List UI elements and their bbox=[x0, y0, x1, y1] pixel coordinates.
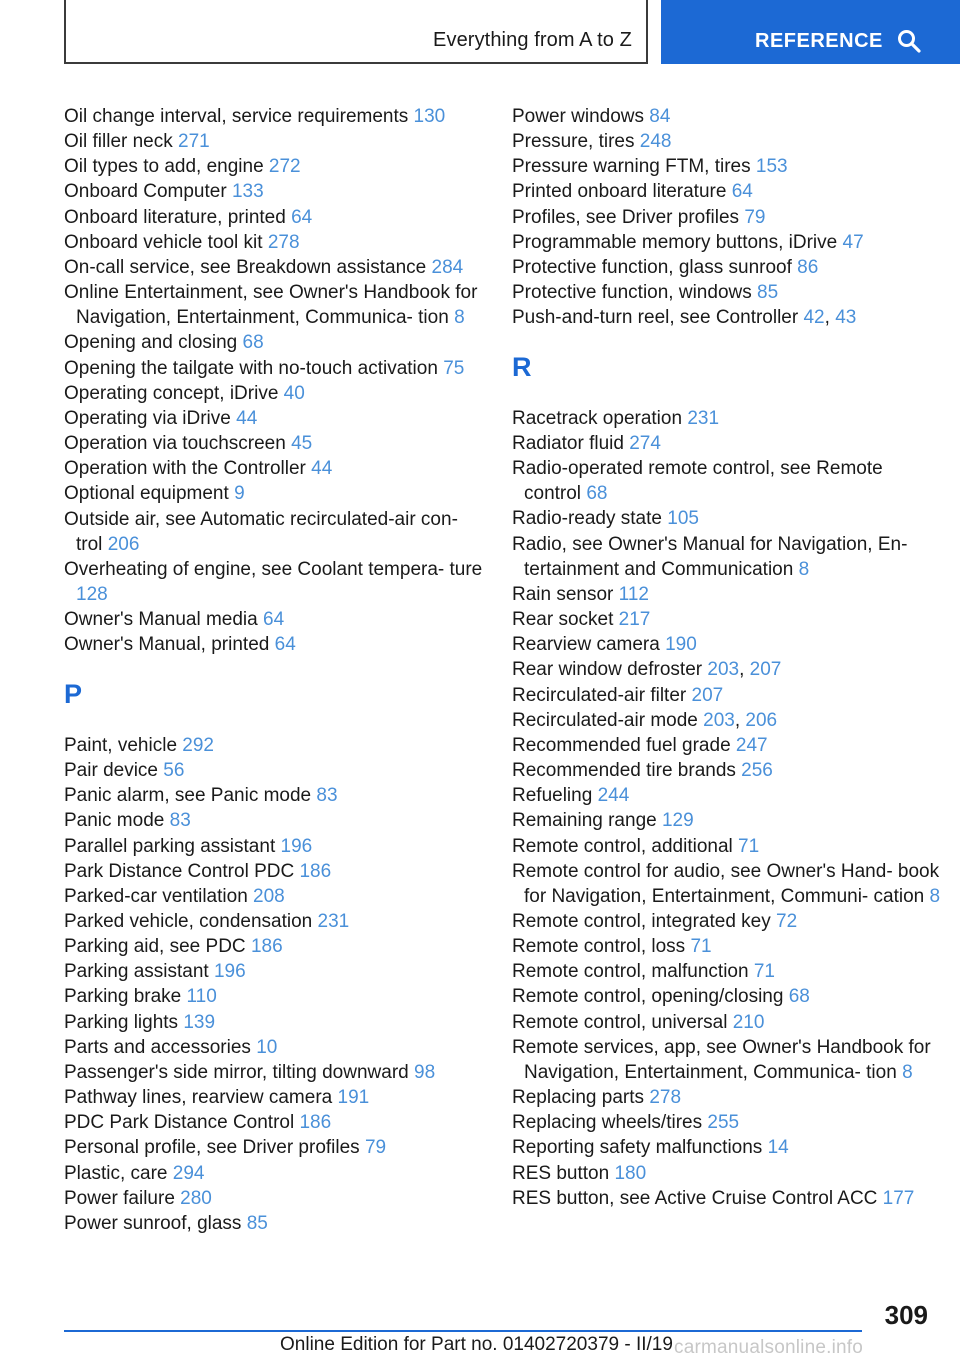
page-reference-link[interactable]: 98 bbox=[414, 1061, 436, 1083]
page-reference-link[interactable]: 45 bbox=[291, 433, 313, 455]
page-reference-link[interactable]: 278 bbox=[649, 1087, 682, 1109]
index-entry: Push-and-turn reel, see Controller 42, 43 bbox=[512, 307, 857, 329]
page-reference-link[interactable]: 8 bbox=[929, 885, 941, 907]
page-reference-link[interactable]: 84 bbox=[649, 106, 671, 127]
page-reference-link[interactable]: 186 bbox=[250, 936, 283, 958]
index-column-right bbox=[512, 104, 942, 1211]
index-entry-text: Remote control, additional bbox=[512, 835, 733, 857]
page-reference-link[interactable]: 44 bbox=[311, 458, 333, 480]
index-entry bbox=[512, 1186, 942, 1211]
index-entry bbox=[64, 859, 484, 884]
index-entry-text: Overheating of engine, see Coolant tempera‐ ture bbox=[64, 558, 483, 580]
index-entry bbox=[64, 330, 484, 355]
page-reference-link[interactable]: 278 bbox=[267, 231, 300, 253]
index-entry bbox=[512, 104, 942, 129]
index-entry bbox=[64, 834, 484, 859]
index-entry-text: Remote control, integrated key bbox=[512, 910, 771, 932]
index-entry: Recirculated-air mode 203, 206 bbox=[512, 709, 778, 731]
page-reference-link[interactable]: 56 bbox=[163, 760, 185, 782]
page-reference-link[interactable]: 180 bbox=[614, 1162, 647, 1184]
index-entry bbox=[512, 129, 942, 154]
index-entry bbox=[512, 1085, 942, 1110]
index-entry-text: Recirculated-air mode bbox=[512, 709, 698, 731]
index-entry bbox=[512, 607, 942, 632]
index-entry-text: Protective function, glass sunroof bbox=[512, 256, 792, 278]
index-entry bbox=[64, 205, 484, 230]
index-entry bbox=[64, 154, 484, 179]
watermark: carmanualsonline.info bbox=[674, 1337, 864, 1358]
page-reference-link[interactable]: 64 bbox=[291, 206, 313, 228]
page-reference-link[interactable]: 43 bbox=[835, 307, 857, 329]
page-reference-link[interactable]: 153 bbox=[755, 156, 788, 178]
index-entry-text: Opening the tailgate with no-touch activation bbox=[64, 357, 438, 379]
index-entry-text: Reporting safety malfunctions bbox=[512, 1137, 763, 1159]
index-entry-text: Onboard Computer bbox=[64, 181, 227, 203]
header-title-box bbox=[64, 0, 648, 64]
index-entry-text: Pressure warning FTM, tires bbox=[512, 156, 751, 178]
index-entry-text: Operating concept, iDrive bbox=[64, 382, 279, 404]
index-entry-text: Panic mode bbox=[64, 810, 165, 832]
index-entry-text: Oil filler neck bbox=[64, 131, 173, 153]
index-entry bbox=[512, 506, 942, 531]
page-reference-link[interactable]: 217 bbox=[618, 609, 651, 631]
page-reference-link[interactable]: 71 bbox=[738, 835, 760, 857]
index-entry-text: Remote control, malfunction bbox=[512, 961, 749, 983]
page-reference-link[interactable]: 110 bbox=[186, 986, 217, 1008]
index-entry-text: Parts and accessories bbox=[64, 1036, 251, 1058]
index-entry-text: PDC Park Distance Control bbox=[64, 1112, 295, 1134]
index-entry bbox=[64, 808, 484, 833]
index-entry bbox=[64, 1186, 484, 1211]
page-reference-link[interactable]: 231 bbox=[687, 407, 720, 429]
index-entry-text: Power failure bbox=[64, 1187, 175, 1209]
index-entry bbox=[512, 582, 942, 607]
index-entry-text: Optional equipment bbox=[64, 483, 229, 505]
index-entry-text: Protective function, windows bbox=[512, 282, 752, 304]
page-reference-link[interactable]: 105 bbox=[667, 508, 699, 530]
page-reference-link[interactable]: 177 bbox=[882, 1187, 915, 1209]
index-entry-text: Onboard vehicle tool kit bbox=[64, 231, 263, 253]
page-reference-link[interactable]: 292 bbox=[182, 734, 214, 756]
index-entry-text: Oil change interval, service requirements bbox=[64, 106, 409, 127]
page-reference-link[interactable]: 83 bbox=[169, 810, 191, 832]
index-entry-text: Parking lights bbox=[64, 1011, 179, 1033]
page-reference-link[interactable]: 256 bbox=[741, 760, 773, 782]
index-entry-text: Parking brake bbox=[64, 986, 182, 1008]
index-entry bbox=[64, 1085, 484, 1110]
index-entry-text: Onboard literature, printed bbox=[64, 206, 286, 228]
index-entry-text: Printed onboard literature bbox=[512, 181, 727, 203]
page-reference-link[interactable]: 208 bbox=[253, 885, 285, 907]
page-reference-link[interactable]: 294 bbox=[172, 1162, 205, 1184]
index-entry bbox=[512, 431, 942, 456]
page-reference-link[interactable]: 68 bbox=[788, 986, 810, 1008]
reference-label: REFERENCE bbox=[755, 30, 883, 52]
page-reference-link[interactable]: 129 bbox=[661, 810, 694, 832]
index-entry bbox=[64, 431, 484, 456]
index-entry-text: Pair device bbox=[64, 760, 158, 782]
index-entry-text: Owner's Manual, printed bbox=[64, 634, 270, 656]
page-reference-link[interactable]: 130 bbox=[413, 106, 446, 127]
page-reference-link[interactable]: 128 bbox=[76, 583, 108, 605]
index-entry bbox=[512, 1010, 942, 1035]
index-entry-text: Remote control for audio, see Owner's Hand‐ book for Navigation, Entertainment, Communi‐ cation bbox=[512, 860, 940, 907]
index-entry bbox=[512, 783, 942, 808]
page-reference-link[interactable]: 271 bbox=[178, 131, 210, 153]
index-entry bbox=[512, 834, 942, 859]
index-entry bbox=[64, 884, 484, 909]
index-entry bbox=[512, 632, 942, 657]
index-entry bbox=[64, 607, 484, 632]
page-reference-link[interactable]: 272 bbox=[268, 156, 301, 178]
index-entry bbox=[64, 934, 484, 959]
index-entry-text: Pressure, tires bbox=[512, 131, 635, 153]
index-entry bbox=[512, 1035, 942, 1085]
index-entry bbox=[512, 179, 942, 204]
index-entry-text: Radio-ready state bbox=[512, 508, 662, 530]
footer-divider bbox=[64, 1330, 862, 1332]
index-entry-text: Operating via iDrive bbox=[64, 407, 231, 429]
index-entry bbox=[512, 733, 942, 758]
index-entry-text: Radio, see Owner's Manual for Navigation, En‐ tertainment and Communication bbox=[512, 533, 908, 580]
page-reference-link[interactable]: 83 bbox=[316, 785, 338, 807]
index-entry bbox=[64, 104, 484, 129]
index-entry bbox=[512, 984, 942, 1009]
index-entry bbox=[64, 1161, 484, 1186]
index-entry-text: Outside air, see Automatic recirculated-air con‐ trol bbox=[64, 508, 458, 555]
index-column-left bbox=[64, 104, 484, 1236]
index-entry-text: Paint, vehicle bbox=[64, 734, 178, 756]
page-reference-link[interactable]: 10 bbox=[256, 1036, 278, 1058]
index-entry bbox=[512, 808, 942, 833]
index-entry bbox=[512, 205, 942, 230]
index-entry bbox=[512, 1135, 942, 1160]
page-reference-link[interactable]: 72 bbox=[776, 910, 798, 932]
index-entry-text: Recommended fuel grade bbox=[512, 734, 731, 756]
index-entry-text: Replacing parts bbox=[512, 1087, 645, 1109]
index-entry bbox=[512, 280, 942, 305]
index-entry bbox=[64, 1135, 484, 1160]
page-reference-link[interactable]: 244 bbox=[597, 785, 630, 807]
page-reference-link[interactable]: 191 bbox=[337, 1087, 370, 1109]
page-reference-link[interactable]: 8 bbox=[454, 307, 465, 329]
page-reference-link[interactable]: 203 bbox=[707, 659, 740, 681]
index-entry bbox=[64, 557, 484, 607]
index-entry bbox=[512, 959, 942, 984]
page-reference-link[interactable]: 186 bbox=[299, 1112, 332, 1134]
page-reference-link[interactable]: 86 bbox=[797, 256, 819, 278]
page-reference-link[interactable]: 64 bbox=[731, 181, 753, 203]
index-entry-text: Parallel parking assistant bbox=[64, 835, 276, 857]
index-entry-text: Parked vehicle, condensation bbox=[64, 910, 313, 932]
index-entry-text: Recirculated-air filter bbox=[512, 684, 687, 706]
page-reference-link[interactable]: 207 bbox=[749, 659, 782, 681]
index-entry-text: Rearview camera bbox=[512, 634, 660, 656]
index-entry-text: Power sunroof, glass bbox=[64, 1212, 242, 1234]
index-entry bbox=[512, 532, 942, 582]
page-reference-link[interactable]: 196 bbox=[280, 835, 313, 857]
index-entry bbox=[512, 1110, 942, 1135]
index-entry bbox=[64, 1010, 484, 1035]
index-letter-heading: P bbox=[64, 679, 83, 710]
page-reference-link[interactable]: 190 bbox=[665, 634, 697, 656]
page-reference-link[interactable]: 248 bbox=[639, 131, 672, 153]
index-entry bbox=[512, 683, 942, 708]
page-reference-link[interactable]: 68 bbox=[586, 483, 608, 505]
page-reference-link[interactable]: 14 bbox=[767, 1137, 789, 1159]
index-entry-text: Rear socket bbox=[512, 609, 614, 631]
index-entry-text: Recommended tire brands bbox=[512, 760, 736, 782]
index-entry bbox=[512, 1161, 942, 1186]
page-reference-link[interactable]: 71 bbox=[690, 936, 712, 958]
index-entry bbox=[512, 406, 942, 431]
index-entry bbox=[64, 758, 484, 783]
section-title: Everything from A to Z bbox=[433, 29, 632, 51]
index-entry-text: Push-and-turn reel, see Controller bbox=[512, 307, 799, 329]
index-entry bbox=[64, 179, 484, 204]
page-reference-link[interactable]: 255 bbox=[707, 1112, 740, 1134]
search-icon[interactable] bbox=[897, 29, 921, 53]
index-entry-text: Racetrack operation bbox=[512, 407, 683, 429]
index-entry bbox=[64, 984, 484, 1009]
page-reference-link[interactable]: 79 bbox=[364, 1137, 387, 1159]
index-entry bbox=[64, 230, 484, 255]
page-reference-link[interactable]: 284 bbox=[431, 256, 464, 278]
index-entry-text: Parked-car ventilation bbox=[64, 885, 248, 907]
edition-info: Online Edition for Part no. 01402720379 - II/19 bbox=[280, 1334, 673, 1355]
index-entry-text: Remote control, loss bbox=[512, 936, 686, 958]
page-reference-link[interactable]: 8 bbox=[902, 1061, 913, 1083]
index-entry bbox=[64, 783, 484, 808]
page-reference-link[interactable]: 210 bbox=[732, 1011, 765, 1033]
page-reference-link[interactable]: 280 bbox=[180, 1187, 212, 1209]
index-entry bbox=[64, 280, 484, 330]
index-entry-text: RES button, see Active Cruise Control ACC bbox=[512, 1187, 878, 1209]
index-entry-text: Pathway lines, rearview camera bbox=[64, 1087, 333, 1109]
index-entry-text: Power windows bbox=[512, 106, 644, 127]
page-reference-link[interactable]: 42 bbox=[803, 307, 825, 329]
index-entry bbox=[64, 255, 484, 280]
index-entry-text: Online Entertainment, see Owner's Handbook for Navigation, Entertainment, Communica‐ tion bbox=[64, 282, 478, 329]
index-entry-text: Replacing wheels/tires bbox=[512, 1112, 703, 1134]
index-entry bbox=[512, 934, 942, 959]
index-entry bbox=[64, 1035, 484, 1060]
index-entry-text: Remote control, universal bbox=[512, 1011, 728, 1033]
index-entry bbox=[64, 1060, 484, 1085]
index-entry-text: Operation with the Controller bbox=[64, 458, 306, 480]
page-reference-link[interactable]: 75 bbox=[443, 357, 465, 379]
page-reference-link[interactable]: 85 bbox=[246, 1212, 268, 1234]
index-entry-text: On-call service, see Breakdown assistance bbox=[64, 256, 427, 278]
index-entry-text: Operation via touchscreen bbox=[64, 433, 286, 455]
page-reference-link[interactable]: 71 bbox=[753, 961, 775, 983]
page-reference-link[interactable]: 64 bbox=[274, 634, 296, 656]
index-entry-text: Passenger's side mirror, tilting downward bbox=[64, 1061, 409, 1083]
page-reference-link[interactable]: 206 bbox=[107, 533, 140, 555]
index-entry-text: Oil types to add, engine bbox=[64, 156, 264, 178]
index-entry bbox=[64, 356, 484, 381]
index-entry-text: Parking assistant bbox=[64, 961, 209, 983]
index-entry-text: Opening and closing bbox=[64, 332, 238, 354]
page-reference-link[interactable]: 207 bbox=[691, 684, 724, 706]
index-entry-text: Park Distance Control PDC bbox=[64, 860, 295, 882]
index-entry-text: RES button bbox=[512, 1162, 610, 1184]
index-entry bbox=[64, 733, 484, 758]
index-entry-text: Rear window defroster bbox=[512, 659, 703, 681]
page-reference-link[interactable]: 231 bbox=[317, 910, 350, 932]
page-reference-link[interactable]: 9 bbox=[234, 483, 245, 505]
page-reference-link[interactable]: 8 bbox=[798, 558, 810, 580]
page-reference-link[interactable]: 44 bbox=[236, 407, 258, 429]
index-entry-text: Remote control, opening/closing bbox=[512, 986, 784, 1008]
index-entry-text: Personal profile, see Driver profiles bbox=[64, 1137, 360, 1159]
index-entry bbox=[64, 406, 484, 431]
reference-tab[interactable] bbox=[661, 0, 960, 64]
index-entry bbox=[512, 859, 942, 909]
index-entry bbox=[512, 909, 942, 934]
page-reference-link[interactable]: 186 bbox=[299, 860, 332, 882]
index-entry bbox=[512, 154, 942, 179]
index-entry bbox=[64, 481, 484, 506]
page-reference-link[interactable]: 85 bbox=[757, 282, 779, 304]
index-entry bbox=[64, 129, 484, 154]
index-entry-text: Radio-operated remote control, see Remote control bbox=[512, 458, 883, 505]
index-entry-text: Programmable memory buttons, iDrive bbox=[512, 231, 838, 253]
index-entry bbox=[64, 632, 484, 657]
page-reference-link[interactable]: 203 bbox=[703, 709, 735, 731]
index-entry bbox=[512, 456, 942, 506]
index-entry bbox=[64, 909, 484, 934]
page-reference-link[interactable]: 196 bbox=[213, 961, 246, 983]
index-entry-text: Rain sensor bbox=[512, 583, 614, 605]
index-entry bbox=[64, 959, 484, 984]
index-entry bbox=[64, 1110, 484, 1135]
index-entry-text: Parking aid, see PDC bbox=[64, 936, 246, 958]
index-entry: Rear window defroster 203, 207 bbox=[512, 659, 782, 681]
index-entry bbox=[64, 1211, 484, 1236]
index-entry-text: Remaining range bbox=[512, 810, 657, 832]
index-entry-text: Profiles, see Driver profiles bbox=[512, 206, 740, 228]
page-reference-link[interactable]: 274 bbox=[629, 433, 661, 454]
page-reference-link[interactable]: 40 bbox=[283, 382, 305, 404]
page-reference-link[interactable]: 112 bbox=[618, 583, 649, 605]
page-reference-link[interactable]: 47 bbox=[842, 231, 864, 253]
index-entry bbox=[512, 758, 942, 783]
index-entry-text: Panic alarm, see Panic mode bbox=[64, 785, 312, 807]
index-entry-text: Refueling bbox=[512, 785, 593, 807]
index-letter-heading: R bbox=[512, 352, 532, 383]
page-reference-link[interactable]: 139 bbox=[183, 1011, 216, 1033]
page-reference-link[interactable]: 79 bbox=[744, 206, 766, 228]
index-entry bbox=[64, 456, 484, 481]
page-reference-link[interactable]: 133 bbox=[231, 181, 264, 203]
page-reference-link[interactable]: 68 bbox=[242, 332, 264, 354]
index-entry bbox=[512, 230, 942, 255]
index-entry-text: Owner's Manual media bbox=[64, 609, 258, 631]
index-entry-text: Plastic, care bbox=[64, 1162, 168, 1184]
index-entry bbox=[64, 507, 484, 557]
page-reference-link[interactable]: 64 bbox=[263, 609, 285, 631]
page-number: 309 bbox=[884, 1300, 928, 1330]
page-reference-link[interactable]: 247 bbox=[735, 734, 768, 756]
index-entry bbox=[512, 255, 942, 280]
index-entry-text: Remote services, app, see Owner's Handbook for Navigation, Entertainment, Communica‐ tion bbox=[512, 1036, 931, 1083]
page-reference-link[interactable]: 206 bbox=[745, 709, 778, 731]
index-entry bbox=[64, 381, 484, 406]
index-entry-text: Radiator fluid bbox=[512, 433, 624, 454]
